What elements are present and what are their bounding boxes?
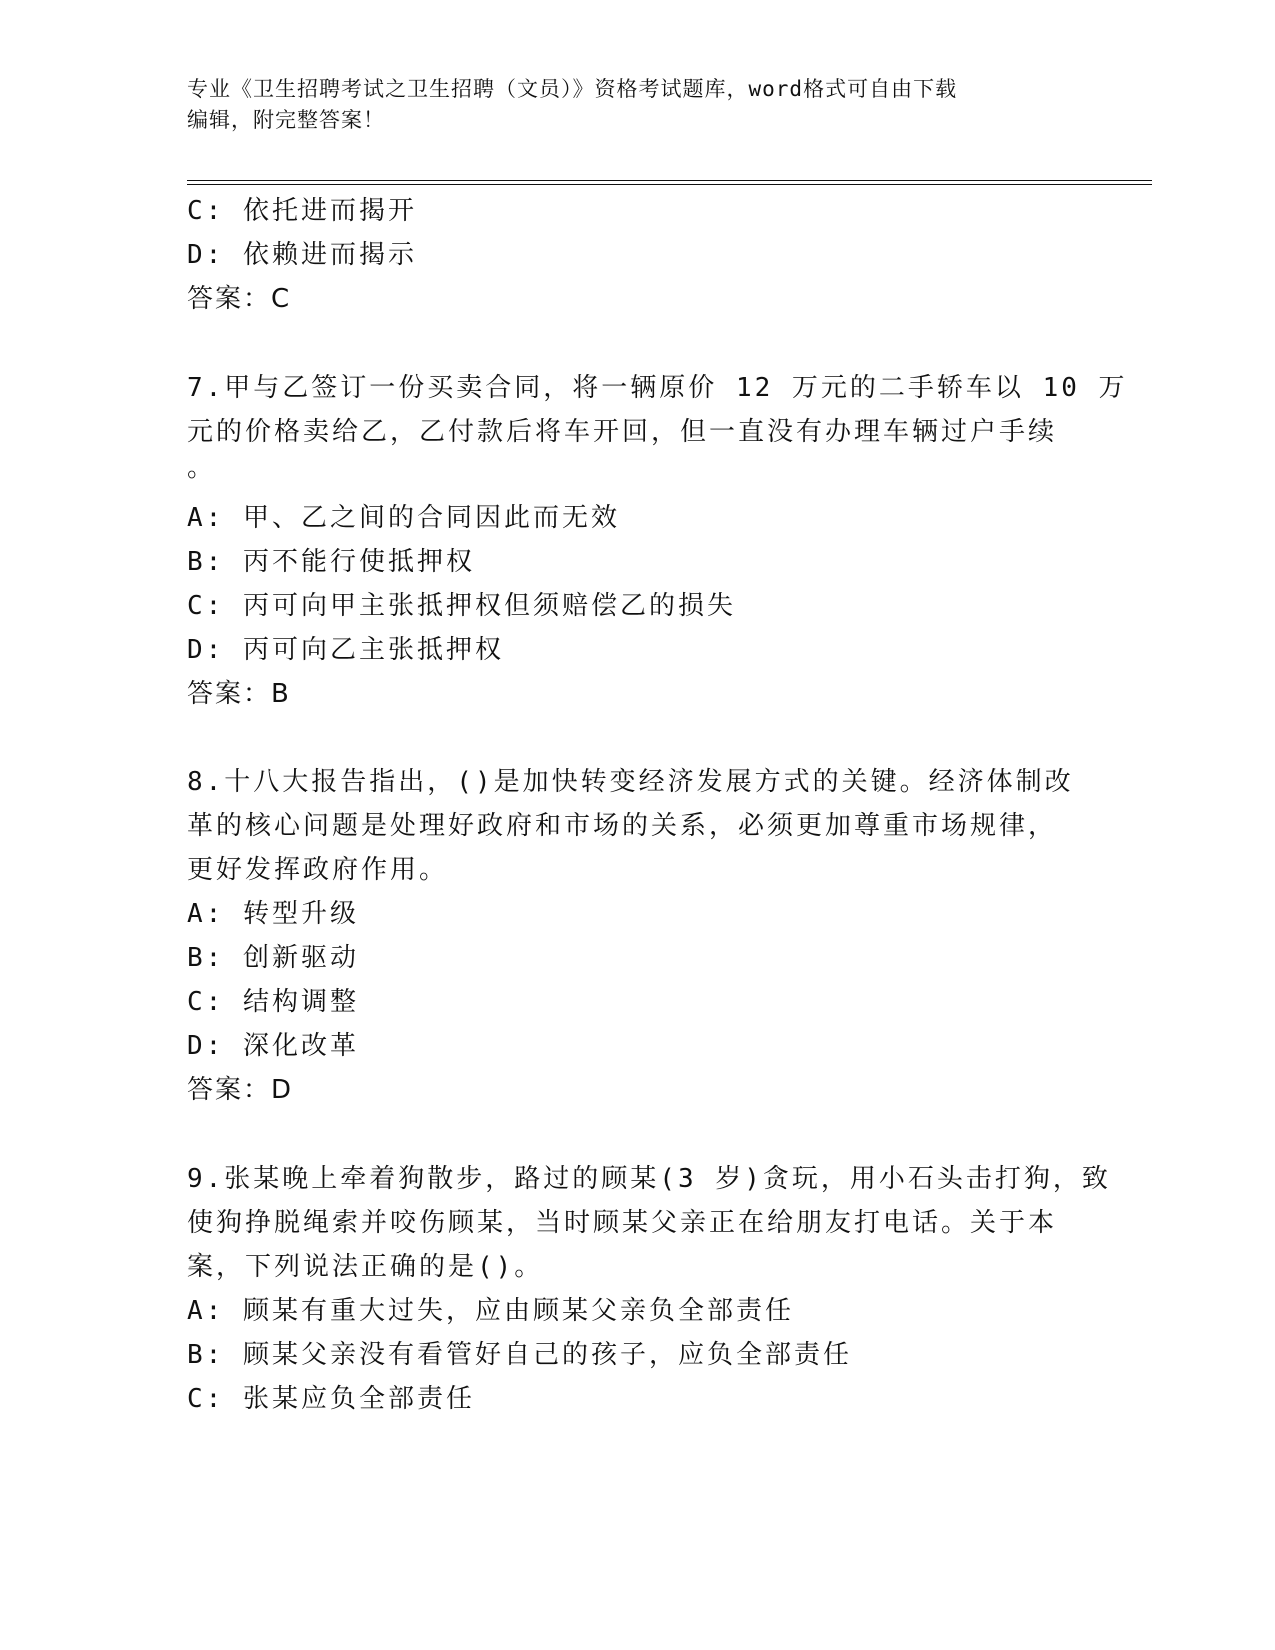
q8-option-a: A: 转型升级 [187,899,359,929]
header-divider-top [187,180,1152,181]
q6-option-d: D: 依赖进而揭示 [187,240,417,270]
header-line-2: 编辑，附完整答案！ [187,108,385,132]
q8-answer: 答案：D [187,1075,294,1105]
q7-stem-line-2: 元的价格卖给乙，乙付款后将车开回，但一直没有办理车辆过户手续 [187,417,1058,447]
q9-option-b: B: 顾某父亲没有看管好自己的孩子，应负全部责任 [187,1340,852,1370]
q9-option-a: A: 顾某有重大过失，应由顾某父亲负全部责任 [187,1296,794,1326]
q8-stem-line-3: 更好发挥政府作用。 [187,855,449,885]
q6-option-c: C: 依托进而揭开 [187,196,417,226]
q7-option-d: D: 丙可向乙主张抵押权 [187,635,504,665]
header-divider-bottom [187,184,1152,185]
q9-stem-line-2: 使狗挣脱绳索并咬伤顾某，当时顾某父亲正在给朋友打电话。关于本 [187,1208,1058,1238]
q6-answer: 答案：C [187,284,292,314]
header-line-1: 专业《卫生招聘考试之卫生招聘（文员）》资格考试题库，word格式可自由下载 [187,77,958,101]
q7-option-a: A: 甲、乙之间的合同因此而无效 [187,503,620,533]
q7-answer: 答案：B [187,679,291,709]
q9-stem-line-1: 9.张某晚上牵着狗散步，路过的顾某(3 岁)贪玩，用小石头击打狗，致 [187,1164,1111,1194]
q7-option-c: C: 丙可向甲主张抵押权但须赔偿乙的损失 [187,591,736,621]
q8-stem-line-2: 革的核心问题是处理好政府和市场的关系，必须更加尊重市场规律， [187,811,1058,841]
q7-stem-line-3: 。 [187,453,217,483]
q9-option-c: C: 张某应负全部责任 [187,1384,475,1414]
q8-stem-line-1: 8.十八大报告指出，()是加快转变经济发展方式的关键。经济体制改 [187,767,1074,797]
q8-option-b: B: 创新驱动 [187,943,359,973]
q7-option-b: B: 丙不能行使抵押权 [187,547,475,577]
q9-stem-line-3: 案，下列说法正确的是()。 [187,1252,544,1282]
q7-stem-line-1: 7.甲与乙签订一份买卖合同，将一辆原价 12 万元的二手轿车以 10 万 [187,373,1128,403]
q8-option-d: D: 深化改革 [187,1031,359,1061]
document-header [187,74,1087,136]
q8-option-c: C: 结构调整 [187,987,359,1017]
